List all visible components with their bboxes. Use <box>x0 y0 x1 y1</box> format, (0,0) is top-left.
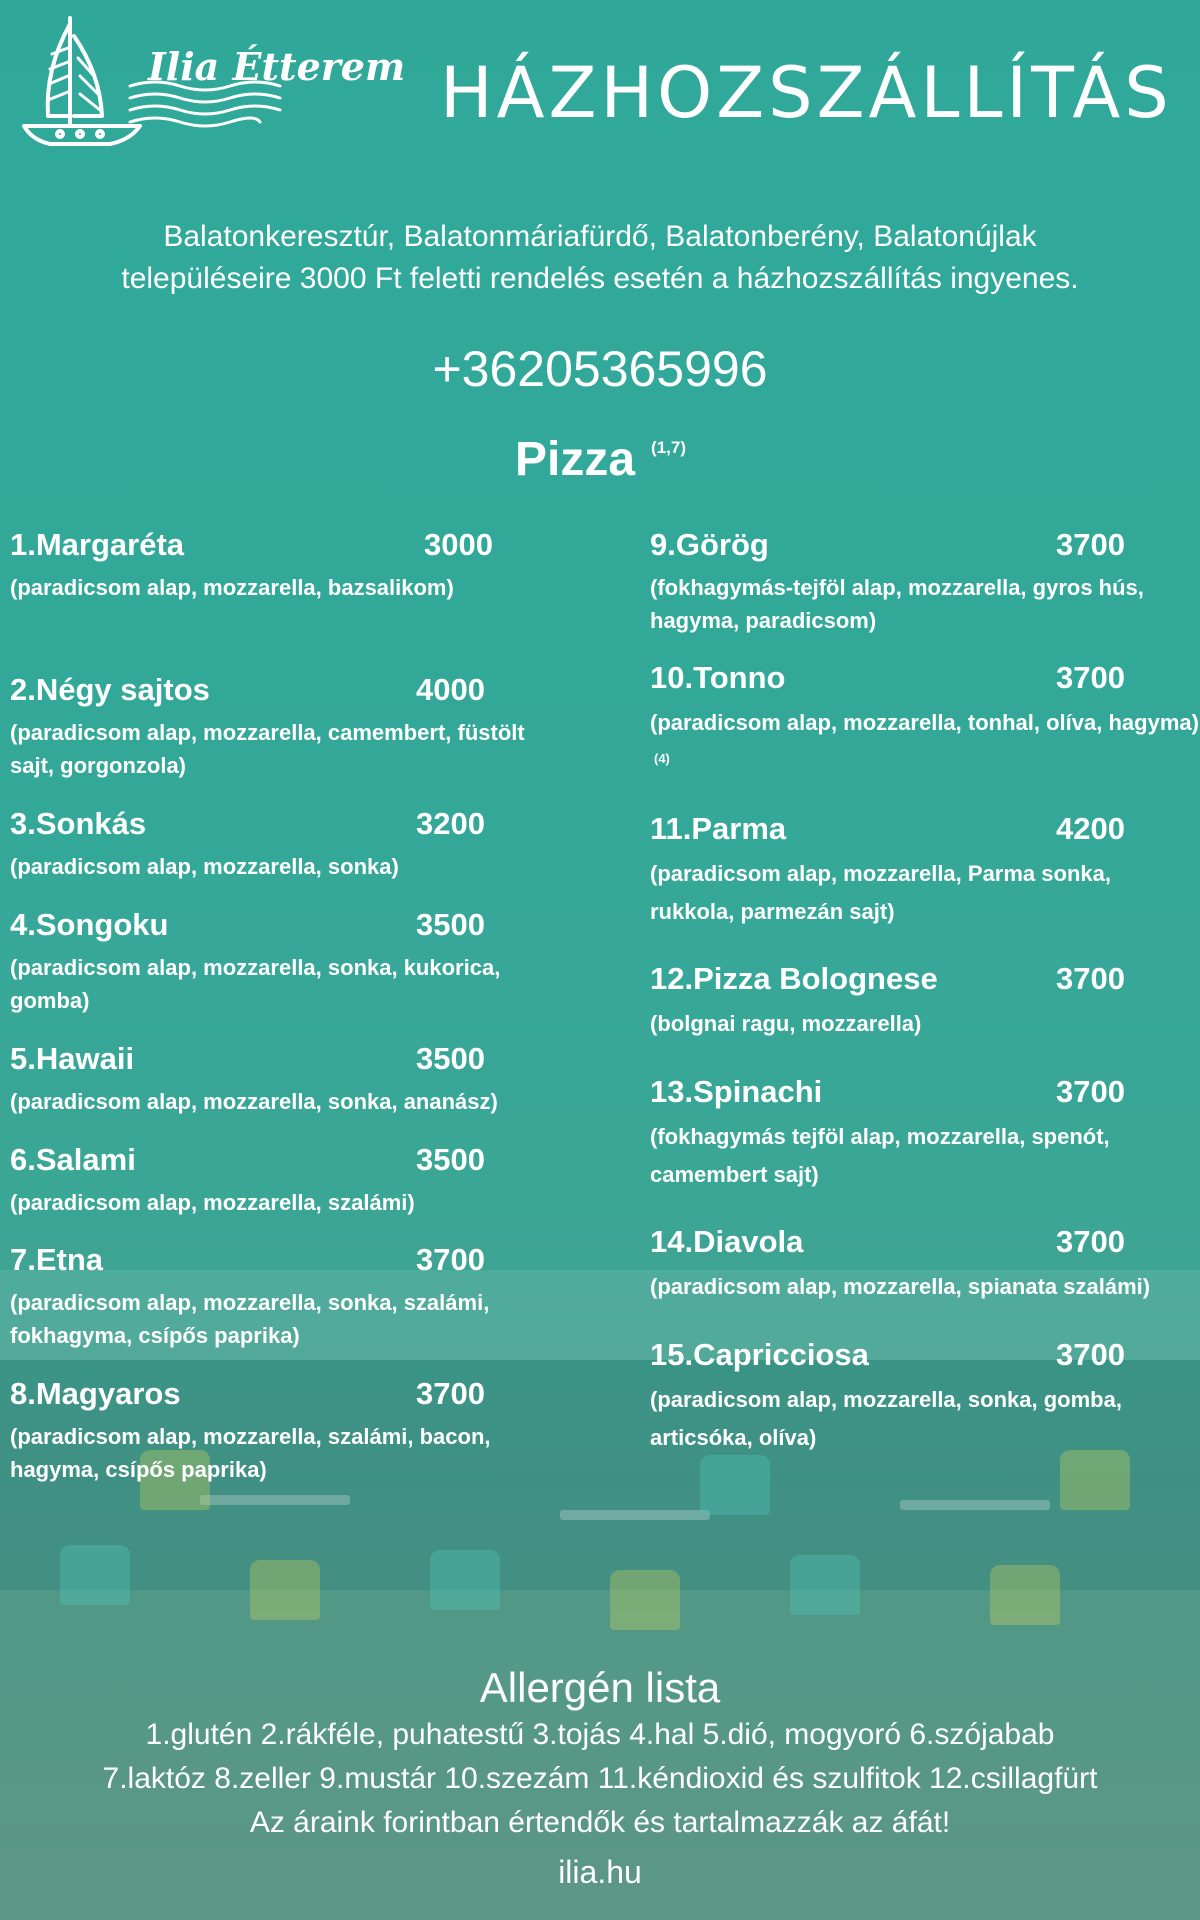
menu-item-name: 11.Parma <box>650 811 787 846</box>
menu-item-price: 3700 <box>1056 1074 1125 1109</box>
backdrop-chair <box>60 1545 130 1605</box>
menu-item-price: 3500 <box>416 907 485 942</box>
phone-number[interactable]: +36205365996 <box>432 341 768 397</box>
menu-item-name: 3.Sonkás <box>10 806 147 841</box>
menu-item-description: (paradicsom alap, mozzarella, sonka, gomba, articsóka, olíva) <box>650 1387 1122 1450</box>
backdrop-chair <box>1060 1450 1130 1510</box>
logo-text: Ilia Étterem <box>148 44 406 89</box>
menu-item-price: 3200 <box>416 806 485 841</box>
backdrop-chair <box>990 1565 1060 1625</box>
menu-item-name: 4.Songoku <box>10 907 169 942</box>
backdrop-table <box>560 1510 710 1520</box>
section-title-text: Pizza <box>515 433 636 486</box>
menu-item-name: 13.Spinachi <box>650 1074 823 1109</box>
menu-item-description: (paradicsom alap, mozzarella, sonka, szalámi, fokhagyma, csípős paprika) <box>10 1290 490 1348</box>
website-link[interactable]: ilia.hu <box>558 1854 642 1890</box>
backdrop-chair <box>610 1570 680 1630</box>
menu-item-name: 8.Magyaros <box>10 1376 181 1411</box>
menu-item-description: (paradicsom alap, mozzarella, sonka) <box>10 854 399 879</box>
menu-item-description: (paradicsom alap, mozzarella, camembert, füstölt sajt, gorgonzola) <box>10 720 525 778</box>
menu-item-description: (bolgnai ragu, mozzarella) <box>650 1011 922 1036</box>
price-note: Az áraink forintban értendők és tartalmazzák az áfát! <box>249 1806 951 1839</box>
menu-item-price: 3700 <box>1056 660 1125 695</box>
menu-item-name: 12.Pizza Bolognese <box>650 961 938 996</box>
menu-item-name: 9.Görög <box>650 527 769 562</box>
menu-item-name: 5.Hawaii <box>10 1041 135 1076</box>
menu-item-price: 3700 <box>1056 527 1125 562</box>
menu-item-allergen-note: (4) <box>654 751 670 766</box>
menu-item-price: 3700 <box>1056 961 1125 996</box>
backdrop-table <box>900 1500 1050 1510</box>
menu-item-description <box>650 704 1200 780</box>
menu-item-price: 3700 <box>1056 1337 1125 1372</box>
restaurant-terrace-backdrop <box>0 1150 1200 1920</box>
menu-item-name: 14.Diavola <box>650 1224 804 1259</box>
section-title <box>515 432 686 487</box>
menu-item-price: 3000 <box>424 527 493 562</box>
backdrop-chair <box>430 1550 500 1610</box>
menu-item-price: 3700 <box>1056 1224 1125 1259</box>
delivery-info-line: településeire 3000 Ft feletti rendelés esetén a házhozszállítás ingyenes. <box>121 262 1079 295</box>
page-title: HÁZHOZSZÁLLÍTÁS <box>440 52 1173 134</box>
allergen-list-line: 7.laktóz 8.zeller 9.mustár 10.szezám 11.kéndioxid és szulfitok 12.csillagfürt <box>102 1762 1098 1795</box>
menu-item-name: 1.Margaréta <box>10 527 185 562</box>
menu-item-description: (paradicsom alap, mozzarella, Parma sonka, rukkola, parmezán sajt) <box>650 861 1111 924</box>
menu-item-description: (paradicsom alap, mozzarella, spianata szalámi) <box>650 1274 1151 1299</box>
menu-item-description: (paradicsom alap, mozzarella, szalámi, bacon, hagyma, csípős paprika) <box>10 1424 491 1482</box>
section-allergens: (1,7) <box>651 438 687 457</box>
menu-item-description: (paradicsom alap, mozzarella, bazsalikom) <box>10 575 454 600</box>
menu-item-description: (paradicsom alap, mozzarella, sonka, kukorica, gomba) <box>10 955 501 1013</box>
menu-item-description: (paradicsom alap, mozzarella, sonka, ananász) <box>10 1089 498 1114</box>
menu-item-price: 4000 <box>416 672 485 707</box>
menu-item-description: (paradicsom alap, mozzarella, szalámi) <box>10 1190 415 1215</box>
allergen-list-line: 1.glutén 2.rákféle, puhatestű 3.tojás 4.hal 5.dió, mogyoró 6.szójabab <box>145 1718 1055 1751</box>
menu-item-price: 3500 <box>416 1142 485 1177</box>
menu-item-name: 7.Etna <box>10 1242 104 1277</box>
menu-item-price: 3700 <box>416 1376 485 1411</box>
menu-item-name: 10.Tonno <box>650 660 786 695</box>
logo <box>20 14 406 154</box>
menu-item-description: (fokhagymás-tejföl alap, mozzarella, gyros hús, hagyma, paradicsom) <box>650 575 1144 633</box>
backdrop-chair <box>790 1555 860 1615</box>
menu-item-description-text: (paradicsom alap, mozzarella, tonhal, olíva, hagyma) <box>650 710 1199 735</box>
backdrop-chair <box>250 1560 320 1620</box>
delivery-info <box>0 216 1200 300</box>
menu-item-price: 4200 <box>1056 811 1125 846</box>
backdrop-table <box>200 1495 350 1505</box>
menu-item-name: 6.Salami <box>10 1142 136 1177</box>
menu-item-name: 2.Négy sajtos <box>10 672 210 707</box>
allergen-list-title: Allergén lista <box>479 1664 721 1711</box>
menu-item-price: 3500 <box>416 1041 485 1076</box>
backdrop-chair <box>700 1455 770 1515</box>
delivery-info-line: Balatonkeresztúr, Balatonmáriafürdő, Balatonberény, Balatonújlak <box>163 220 1037 253</box>
menu-item-description: (fokhagymás tejföl alap, mozzarella, spenót, camembert sajt) <box>650 1124 1110 1187</box>
menu-item-price: 3700 <box>416 1242 485 1277</box>
menu-item-name: 15.Capricciosa <box>650 1337 869 1372</box>
